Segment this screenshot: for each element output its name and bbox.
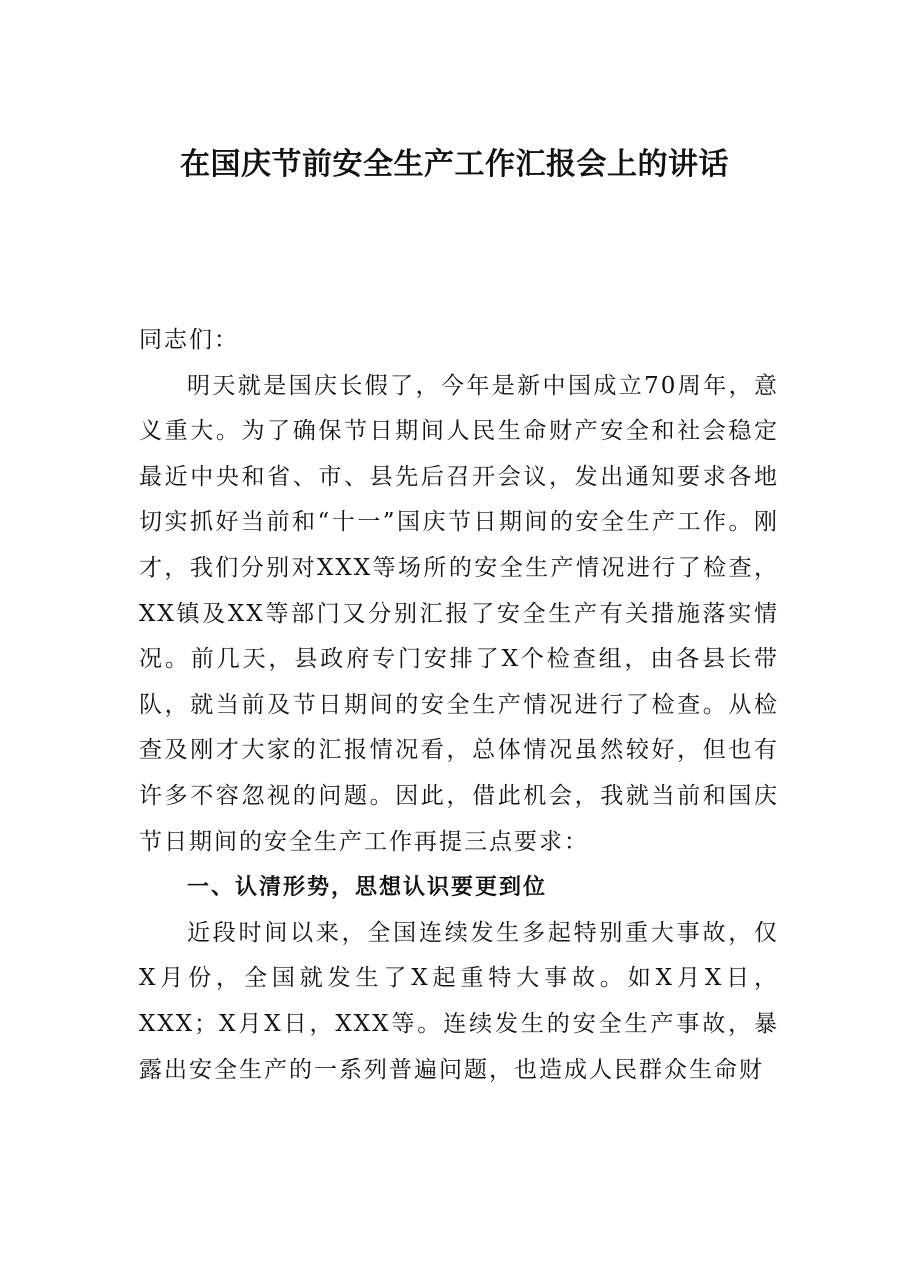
document-body: [139, 318, 779, 1093]
salutation: 同志们：: [139, 327, 239, 353]
section-heading: 一、认清形势，思想认识要更到位: [187, 875, 548, 901]
document-title: 在国庆节前安全生产工作汇报会上的讲话: [180, 147, 729, 182]
paragraph-opening: 明天就是国庆长假了，今年是新中国成立70周年，意义重大。为了确保节日期间人民生命财产安全和社会稳定最近中央和省、市、县先后召开会议，发出通知要求各地切实抓好当前和“十一”国庆节日期间的安全生产工作。刚才，我们分别对XXX等场所的安全生产情况进行了检查，XX镇及XX等部门又分别汇报了安全生产有关措施落实情况。前几天，县政府专门安排了X个检查组，由各县长带队，就当前及节日期间的安全生产情况进行了检查。从检查及刚才大家的汇报情况看，总体情况虽然较好，但也有许多不容忽视的问题。因此，借此机会，我就当前和国庆节日期间的安全生产工作再提三点要求：: [139, 372, 779, 855]
paragraph-situation: 近段时间以来，全国连续发生多起特别重大事故，仅X月份，全国就发生了X起重特大事故。如X月X日，XXX；X月X日，XXX等。连续发生的安全生产事故，暴露出安全生产的一系列普遍问题，也造成人民群众生命财: [139, 919, 779, 1083]
